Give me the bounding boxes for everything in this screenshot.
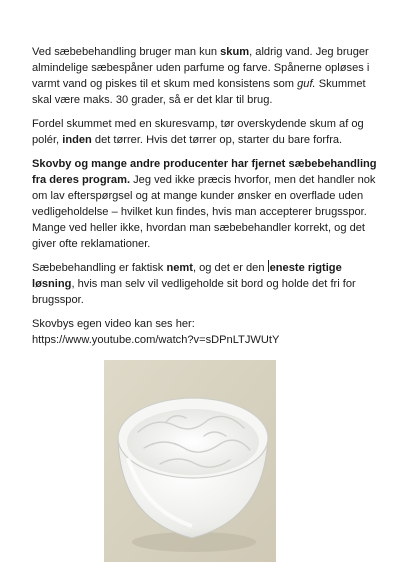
document-body: [32, 44, 382, 356]
emphasis-skum: skum: [220, 46, 250, 58]
paragraph-producers: Skovby og mange andre producenter har fjernet sæbebehandling fra deres program. Jeg ved ikke præcis hvorfor, men det handler nok om lav efterspørgsel og at mange kunder ønsker en overflade uden vedligeholdelse – hvilket kun findes, hvis man accepterer brugsspor. Mange ved heller ikke, hvordan man sæbebehandler korrekt, og det giver ofte reklamationer.: [32, 158, 377, 250]
paragraph-easy-solution: Sæbebehandling er faktisk nemt, og det er den eneste rigtige løsning, hvis man selv vil vedligeholde sit bord og holde det fri for brugsspor.: [32, 262, 356, 306]
emphasis-nemt: nemt: [166, 262, 193, 274]
paragraph-soap-foam: Ved sæbebehandling bruger man kun skum, aldrig vand. Jeg bruger almindelige sæbespåner uden parfume og farve. Spånerne opløses i varmt vand og piskes til et skum med konsistens som guf. Skummet skal være maks. 30 grader, så er det klar til brug.: [32, 46, 370, 106]
emphasis-producers: Skovby og mange andre producenter har fjernet sæbebehandling fra deres program.: [32, 158, 377, 186]
paragraph-apply-foam: Fordel skummet med en skuresvamp, tør overskydende skum af og polér, inden det tørrer. Hvis det tørrer op, starter du bare forfra.: [32, 118, 364, 146]
emphasis-inden: inden: [62, 134, 92, 146]
emphasis-eneste-rigtige: eneste rigtige løsning: [32, 262, 342, 290]
video-label: Skovbys egen video kan ses her:: [32, 318, 195, 330]
emphasis-guf: guf.: [297, 78, 316, 90]
paragraph-video: [32, 316, 382, 348]
video-url[interactable]: https://www.youtube.com/watch?v=sDPnLTJWUtY: [32, 334, 280, 346]
text-cursor: [268, 260, 269, 272]
bowl-photo-svg: [104, 360, 276, 562]
soap-foam-bowl-photo: [104, 360, 276, 562]
